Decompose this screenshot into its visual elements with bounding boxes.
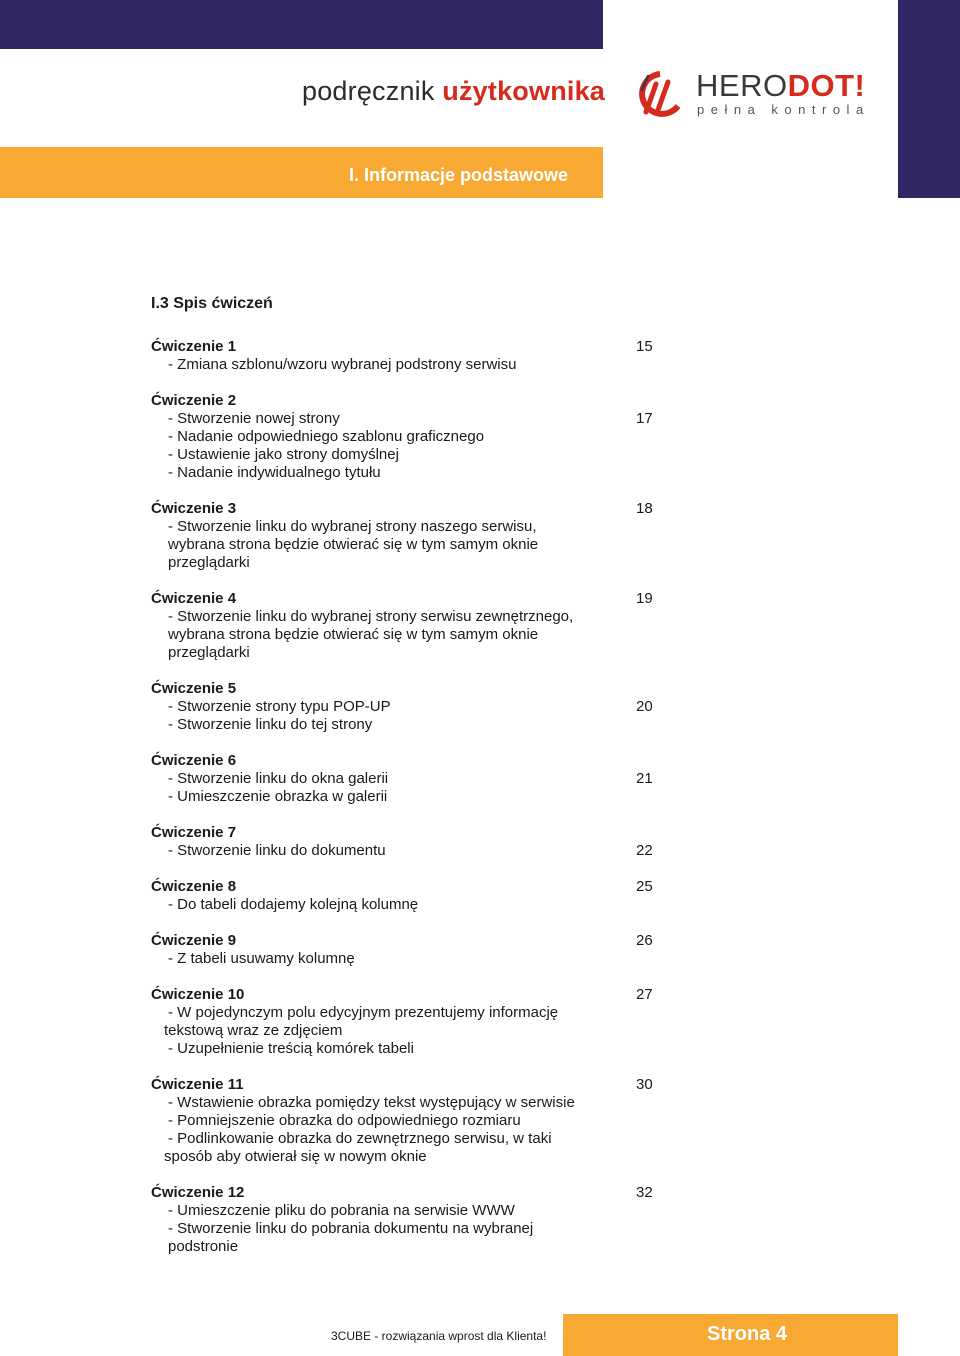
toc-entry-line: - Stworzenie linku do pobrania dokumentu na wybranej xyxy=(168,1220,534,1237)
toc-entry-line: sposób aby otwierał się w nowym oknie xyxy=(164,1148,427,1165)
toc-entry-title: Ćwiczenie 6 xyxy=(151,752,237,769)
toc-entry-line: - Uzupełnienie treścią komórek tabeli xyxy=(168,1040,414,1057)
page-number: Strona 4 xyxy=(707,1323,788,1345)
herodot-logo xyxy=(634,66,870,126)
logo-tagline: pełna kontrola xyxy=(697,102,870,117)
toc-entry xyxy=(151,590,671,662)
toc-entry-page: 25 xyxy=(636,878,653,895)
toc-entry-title: Ćwiczenie 9 xyxy=(151,932,237,949)
toc-entry-line: - Wstawienie obrazka pomiędzy tekst występujący w serwisie xyxy=(168,1094,575,1111)
toc-entry-line: przeglądarki xyxy=(168,554,250,571)
toc-entry xyxy=(151,932,671,968)
toc-entry xyxy=(151,752,671,806)
manual-subtitle xyxy=(302,76,605,107)
logo-mark-icon xyxy=(634,70,686,118)
toc-entry-title: Ćwiczenie 11 xyxy=(151,1076,244,1093)
toc-entry xyxy=(151,338,671,374)
toc-entry-page: 32 xyxy=(636,1184,653,1201)
toc-entry-line: wybrana strona będzie otwierać się w tym samym oknie xyxy=(168,536,539,553)
subtitle-bold: użytkownika xyxy=(442,76,606,106)
toc-entry-page: 21 xyxy=(636,770,653,787)
toc-entry-line: - Nadanie odpowiedniego szablonu graficznego xyxy=(168,428,485,445)
toc-entry-line: tekstową wraz ze zdjęciem xyxy=(164,1022,343,1039)
toc-entry xyxy=(151,878,671,914)
logo-wordmark xyxy=(696,68,865,104)
toc-entry-line: - Umieszczenie obrazka w galerii xyxy=(168,788,388,805)
toc-entry-page: 20 xyxy=(636,698,653,715)
toc-entry-line: - Do tabeli dodajemy kolejną kolumnę xyxy=(168,896,419,913)
section-band xyxy=(0,147,603,198)
toc-entry-line: - Umieszczenie pliku do pobrania na serwisie WWW xyxy=(168,1202,515,1219)
toc-entry-line: - Stworzenie linku do wybranej strony naszego serwisu, xyxy=(168,518,537,535)
toc-entry-line: - Nadanie indywidualnego tytułu xyxy=(168,464,381,481)
toc-entry-line: - Stworzenie linku do dokumentu xyxy=(168,842,386,859)
toc-entry xyxy=(151,680,671,734)
toc-entry xyxy=(151,1076,671,1166)
toc-entry-title: Ćwiczenie 12 xyxy=(151,1184,245,1201)
toc-entry-line: - W pojedynczym polu edycyjnym prezentujemy informację xyxy=(168,1004,559,1021)
toc-entry-title: Ćwiczenie 7 xyxy=(151,824,237,841)
section-title: I. Informacje podstawowe xyxy=(348,165,568,185)
header-side-bar xyxy=(898,0,960,198)
toc-entry xyxy=(151,824,671,860)
toc-entry xyxy=(151,392,671,482)
toc-entry-page: 19 xyxy=(636,590,653,607)
toc-entry-title: Ćwiczenie 2 xyxy=(151,392,237,409)
toc-entry xyxy=(151,1184,671,1256)
toc-entry-line: - Z tabeli usuwamy kolumnę xyxy=(168,950,355,967)
toc-entry-line: - Stworzenie linku do wybranej strony serwisu zewnętrznego, xyxy=(168,608,574,625)
toc-entry xyxy=(151,500,671,572)
header-top-bar xyxy=(0,0,603,49)
toc-entry-line: wybrana strona będzie otwierać się w tym samym oknie xyxy=(168,626,539,643)
toc-entry-page: 18 xyxy=(636,500,653,517)
toc-entry-page: 17 xyxy=(636,410,653,427)
toc-entry-title: Ćwiczenie 5 xyxy=(151,680,237,697)
logo-word-bold: DOT! xyxy=(787,68,866,103)
toc-entry-line: - Zmiana szblonu/wzoru wybranej podstrony serwisu xyxy=(168,356,517,373)
footer-tagline: 3CUBE - rozwiązania wprost dla Klienta! xyxy=(331,1329,547,1343)
toc-entry-line: - Stworzenie linku do tej strony xyxy=(168,716,373,733)
toc-entry-line: - Stworzenie strony typu POP-UP xyxy=(168,698,391,715)
toc-entry-page: 22 xyxy=(636,842,653,859)
toc-entry-line: - Podlinkowanie obrazka do zewnętrznego serwisu, w taki xyxy=(168,1130,552,1147)
toc-entry-line: - Pomniejszenie obrazka do odpowiedniego rozmiaru xyxy=(168,1112,521,1129)
logo-word-light: HERO xyxy=(696,68,788,103)
toc-entry-line: - Ustawienie jako strony domyślnej xyxy=(168,446,399,463)
footer-band xyxy=(563,1314,898,1356)
toc-heading: I.3 Spis ćwiczeń xyxy=(151,295,273,312)
toc-entry-page: 15 xyxy=(636,338,653,355)
toc-entry-title: Ćwiczenie 3 xyxy=(151,500,237,517)
toc-entry-title: Ćwiczenie 10 xyxy=(151,986,245,1003)
toc-entry xyxy=(151,986,671,1058)
toc-entry-line: przeglądarki xyxy=(168,644,250,661)
toc-entry-page: 26 xyxy=(636,932,653,949)
subtitle-light: podręcznik xyxy=(302,76,443,106)
toc-entry-line: - Stworzenie linku do okna galerii xyxy=(168,770,389,787)
toc-entry-page: 30 xyxy=(636,1076,653,1093)
toc-entry-line: podstronie xyxy=(168,1238,239,1255)
toc-entry-title: Ćwiczenie 8 xyxy=(151,878,237,895)
toc-entry-line: - Stworzenie nowej strony xyxy=(168,410,340,427)
toc-entry-title: Ćwiczenie 4 xyxy=(151,590,237,607)
toc-entry-page: 27 xyxy=(636,986,653,1003)
toc-entry-title: Ćwiczenie 1 xyxy=(151,338,237,355)
